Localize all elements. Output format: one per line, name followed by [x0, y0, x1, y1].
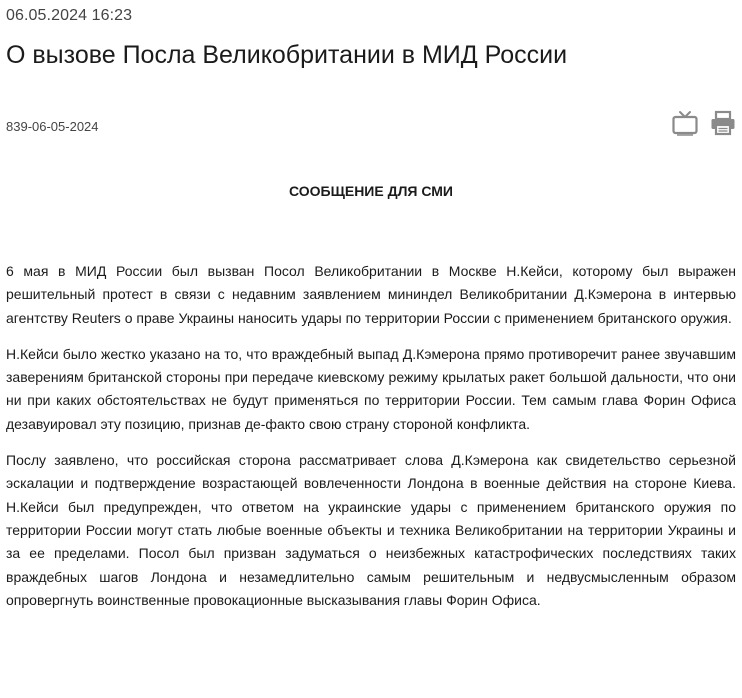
paragraph: 6 мая в МИД России был вызван Посол Великобритании в Москве Н.Кейси, которому был выражен решительный протест в связи с недавним заявлением мининдел Великобритании Д.Кэмерона в интервью агентству Reuters о праве Украины наносить удары по территории России с применением британского оружия.: [6, 263, 736, 326]
document-id: 839-06-05-2024: [6, 119, 99, 134]
paragraph: Н.Кейси было жестко указано на то, что враждебный выпад Д.Кэмерона прямо противоречит ранее звучавшим заверениям британской стороны при передаче киевскому режиму крылатых ракет большой дальности, что они ни при каких обстоятельствах не будут применяться по территории России. Тем самым глава Форин Офиса дезавуировал эту позицию, признав де-факто свою страну стороной конфликта.: [6, 345, 736, 432]
section-heading: СООБЩЕНИЕ ДЛЯ СМИ: [288, 183, 453, 199]
printer-icon[interactable]: [710, 110, 736, 141]
page-title: О вызове Посла Великобритании в МИД России: [6, 41, 568, 69]
publish-date: 06.05.2024 16:23: [6, 7, 133, 24]
tv-icon[interactable]: [672, 110, 698, 141]
article-body: [6, 260, 736, 625]
paragraph: Послу заявлено, что российская сторона рассматривает слова Д.Кэмерона как свидетельство серьезной эскалации и подтверждение возрастающей вовлеченности Лондона в военные действия на стороне Киева. Н.Кейси был предупрежден, что ответом на украинские удары с применением британского оружия по территории России могут стать любые военные объекты и техника Великобритании на территории Украины и за ее пределами. Посол был призван задуматься о неизбежных катастрофических последствиях таких враждебных шагов Лондона и незамедлительно самым решительным и недвусмысленным образом опровергнуть воинственные провокационные высказывания главы Форин Офиса.: [6, 452, 736, 608]
article-toolbar: [672, 110, 742, 138]
